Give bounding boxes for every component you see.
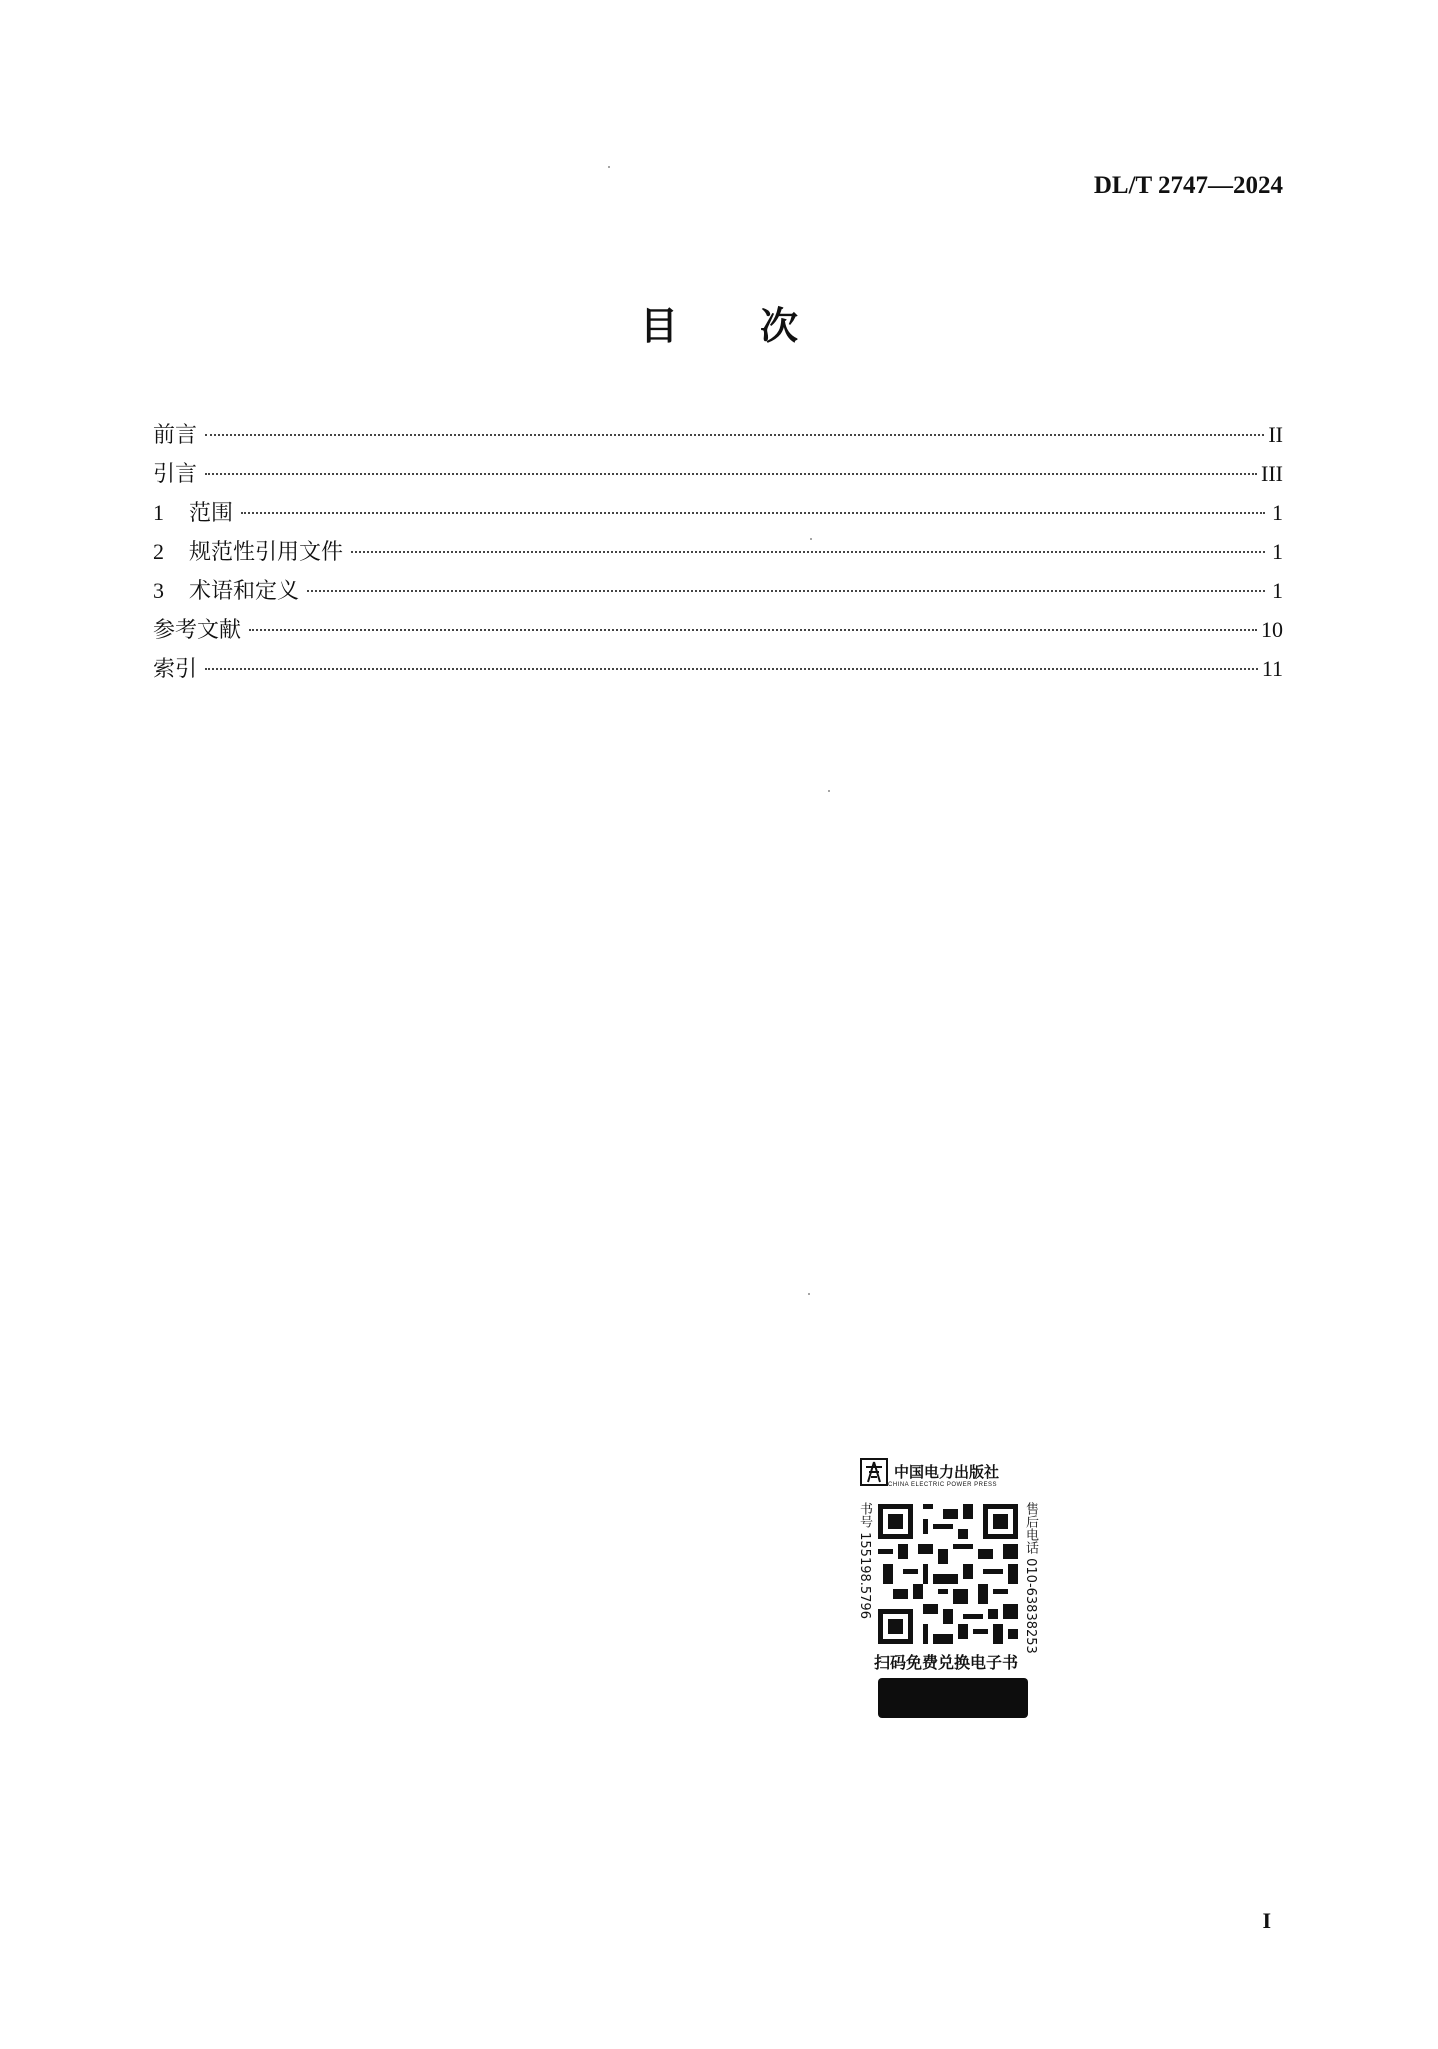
toc-entry-page: 11: [1261, 656, 1283, 681]
transmission-tower-icon: [860, 1458, 888, 1486]
toc-dot-leader: [205, 434, 1264, 436]
qr-caption: 扫码免费兑换电子书: [873, 1653, 1018, 1672]
toc-title: 目次: [639, 304, 880, 348]
publisher-name: 中国电力出版社: [894, 1462, 1000, 1481]
toc-entry-label: 规范性引用文件: [189, 540, 344, 565]
scan-speck: [828, 790, 830, 792]
toc-entry-number: 1: [153, 500, 164, 525]
toc-entry-label: 前言: [153, 423, 198, 448]
toc-dot-leader: [249, 629, 1257, 631]
page-number: I: [1262, 1908, 1271, 1933]
publisher-sticker: [852, 1450, 1040, 1728]
toc-entry-scope[interactable]: [153, 496, 1283, 535]
publisher-name-english: CHINA ELECTRIC POWER PRESS: [888, 1482, 998, 1488]
redacted-code-bar: [878, 1678, 1028, 1718]
toc-dot-leader: [241, 512, 1265, 514]
toc-entry-introduction[interactable]: [153, 457, 1283, 496]
qr-code-icon[interactable]: [878, 1504, 1018, 1644]
scan-speck: [608, 166, 610, 168]
document-number: DL/T 2747—2024: [1093, 172, 1283, 199]
toc-entry-label: 参考文献: [153, 618, 242, 643]
toc-dot-leader: [205, 668, 1258, 670]
toc-entry-label: 引言: [153, 462, 198, 487]
toc-entry-page: 1: [1272, 500, 1283, 525]
toc-entry-number: 3: [153, 578, 164, 603]
book-number: 书号 155198.5796: [857, 1502, 872, 1619]
toc-entry-terms-definitions[interactable]: [153, 574, 1283, 613]
toc-dot-leader: [307, 590, 1265, 592]
toc-entry-number: 2: [153, 539, 164, 564]
toc-dot-leader: [205, 473, 1257, 475]
toc-entry-page: 10: [1261, 617, 1283, 642]
toc-entry-page: 1: [1272, 578, 1283, 603]
toc-entry-preface[interactable]: [153, 418, 1283, 457]
toc-entry-page: III: [1261, 461, 1283, 486]
toc-entry-normative-references[interactable]: [153, 535, 1283, 574]
toc-entry-page: II: [1268, 422, 1283, 447]
toc-dot-leader: [351, 551, 1265, 553]
toc-entry-page: 1: [1272, 539, 1283, 564]
toc-entry-label: 术语和定义: [189, 579, 300, 604]
toc-entry-label: 范围: [189, 501, 234, 526]
scan-speck: [808, 1293, 810, 1295]
toc-entry-index[interactable]: [153, 652, 1283, 691]
scan-speck: [810, 538, 812, 540]
table-of-contents: [153, 418, 1283, 691]
toc-entry-label: 索引: [153, 657, 198, 682]
service-phone: 售后电话 010-63838253: [1023, 1502, 1038, 1654]
toc-entry-bibliography[interactable]: [153, 613, 1283, 652]
